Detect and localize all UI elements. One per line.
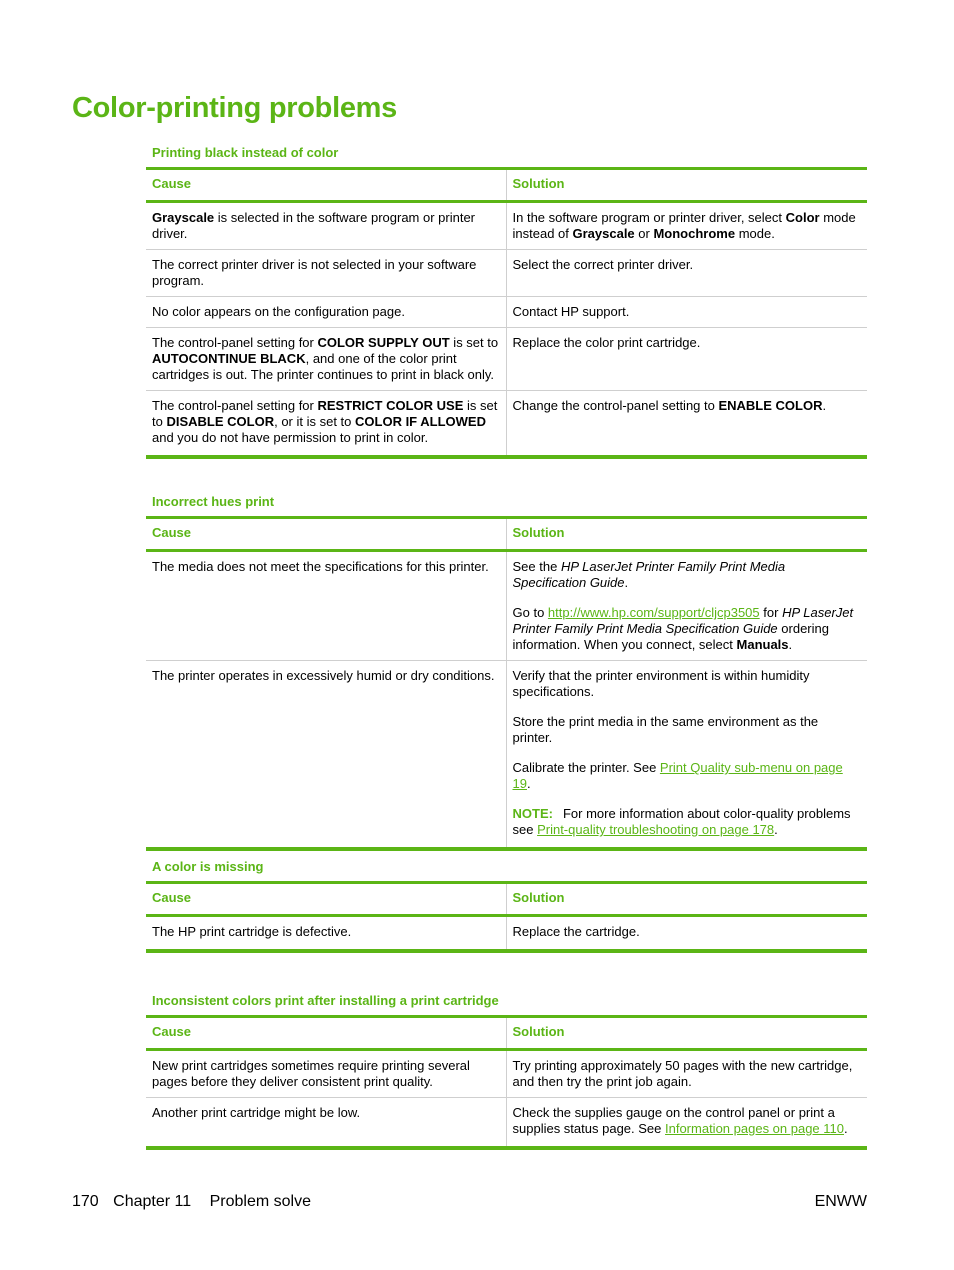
table-row [146, 297, 867, 328]
note-label: NOTE: [512, 806, 553, 821]
section-title: Inconsistent colors print after installing a print cartridge [152, 993, 499, 1008]
page-number: 170 [72, 1193, 99, 1210]
section-title: A color is missing [152, 859, 264, 874]
solution-header: Solution [506, 518, 867, 551]
table-row [146, 328, 867, 391]
print-quality-troubleshooting-link[interactable]: Print-quality troubleshooting on page 178 [537, 822, 775, 837]
table-row [146, 916, 867, 952]
solution-cell: Verify that the printer environment is within humidity specifications. Store the print media in the same environment as the printer. Calibrate the printer. See Print Quality sub-menu on page 19. NOTE: For more information about color-quality problems see Print-quality troubleshooting on page 178. [506, 661, 867, 850]
section-incorrect-hues [146, 494, 867, 851]
solution-cell: Replace the color print cartridge. [506, 328, 867, 391]
page-title: Color-printing problems [72, 92, 397, 124]
solution-cell: Change the control-panel setting to ENABLE COLOR. [506, 391, 867, 458]
troubleshooting-table [146, 1015, 867, 1150]
section-title: Incorrect hues print [152, 494, 275, 509]
cause-header: Cause [146, 883, 506, 916]
hp-support-link[interactable]: http://www.hp.com/support/cljcp3505 [547, 605, 760, 620]
table-header-row [146, 518, 867, 551]
footer-right: ENWW [814, 1193, 867, 1210]
table-row [146, 391, 867, 458]
information-pages-link[interactable]: Information pages on page 110 [665, 1121, 845, 1136]
cause-header: Cause [146, 518, 506, 551]
troubleshooting-table [146, 516, 867, 851]
cause-header: Cause [146, 1017, 506, 1050]
table-row [146, 250, 867, 297]
solution-cell: In the software program or printer driver, select Color mode instead of Grayscale or Monochrome mode. [506, 202, 867, 250]
cause-cell: The control-panel setting for COLOR SUPPLY OUT is set to AUTOCONTINUE BLACK, and one of the color print cartridges is out. The printer continues to print in black only. [146, 328, 506, 391]
table-header-row [146, 169, 867, 202]
solution-header: Solution [506, 1017, 867, 1050]
solution-header: Solution [506, 169, 867, 202]
cause-cell: The correct printer driver is not selected in your software program. [146, 250, 506, 297]
cause-cell: The printer operates in excessively humid or dry conditions. [146, 661, 506, 850]
chapter-label: Chapter 11 [113, 1193, 192, 1210]
table-row [146, 1050, 867, 1098]
table-row [146, 661, 867, 850]
cause-cell: The control-panel setting for RESTRICT COLOR USE is set to DISABLE COLOR, or it is set to COLOR IF ALLOWED and you do not have permission to print in color. [146, 391, 506, 458]
solution-cell: Select the correct printer driver. [506, 250, 867, 297]
cause-cell: The media does not meet the specifications for this printer. [146, 551, 506, 661]
solution-cell: See the HP LaserJet Printer Family Print Media Specification Guide. Go to http://www.hp.com/support/cljcp3505 for HP LaserJet Printer Family Print Media Specification Guide ordering information. When you connect, select Manuals. [506, 551, 867, 661]
note: NOTE: For more information about color-quality problems see Print-quality troubleshooting on page 178. [512, 806, 851, 837]
solution-cell: Check the supplies gauge on the control panel or print a supplies status page. See Information pages on page 110. [506, 1098, 867, 1149]
table-header-row [146, 883, 867, 916]
table-header-row [146, 1017, 867, 1050]
print-quality-submenu-link[interactable]: Print Quality sub-menu on page 19 [512, 760, 843, 791]
solution-header: Solution [506, 883, 867, 916]
solution-cell: Replace the cartridge. [506, 916, 867, 952]
section-printing-black [146, 145, 867, 459]
troubleshooting-table [146, 881, 867, 953]
solution-cell: Try printing approximately 50 pages with the new cartridge, and then try the print job again. [506, 1050, 867, 1098]
table-row [146, 202, 867, 250]
section-title: Printing black instead of color [152, 145, 339, 160]
chapter-title: Problem solve [209, 1193, 311, 1210]
section-inconsistent-colors [146, 993, 867, 1150]
section-color-missing [146, 859, 867, 953]
cause-header: Cause [146, 169, 506, 202]
solution-cell: Contact HP support. [506, 297, 867, 328]
cause-cell: New print cartridges sometimes require printing several pages before they deliver consistent print quality. [146, 1050, 506, 1098]
cause-cell: The HP print cartridge is defective. [146, 916, 506, 952]
cause-cell: No color appears on the configuration page. [146, 297, 506, 328]
cause-cell: Grayscale is selected in the software program or printer driver. [146, 202, 506, 250]
table-row [146, 551, 867, 661]
troubleshooting-table [146, 167, 867, 459]
table-row [146, 1098, 867, 1149]
cause-cell: Another print cartridge might be low. [146, 1098, 506, 1149]
page-footer [72, 1193, 867, 1211]
